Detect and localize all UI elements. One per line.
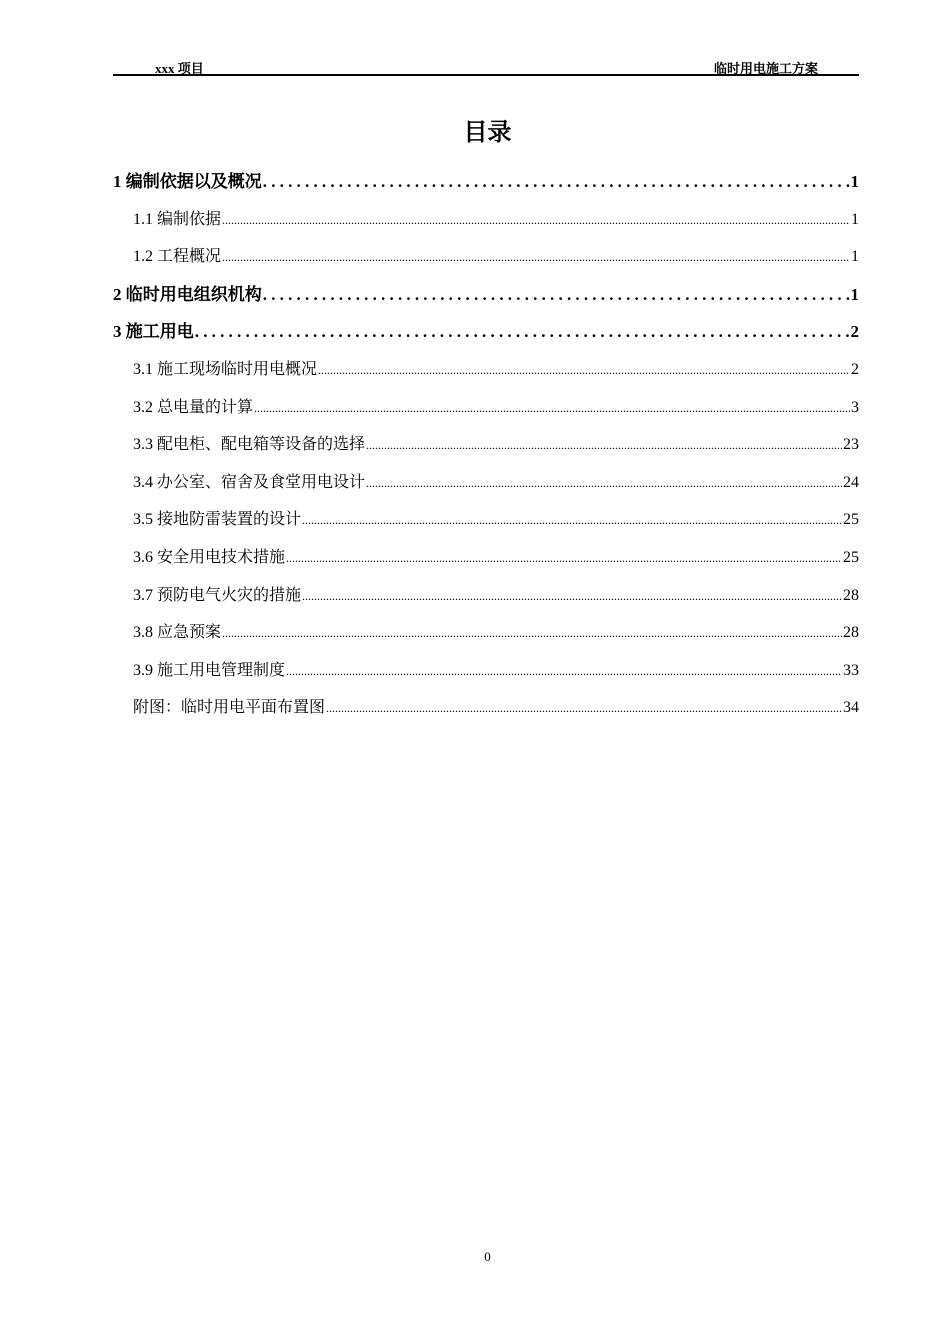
toc-entry[interactable] xyxy=(113,201,859,239)
dot-leader xyxy=(222,239,850,276)
toc-title: 目录 xyxy=(463,118,512,146)
dot-leader xyxy=(366,465,842,502)
toc-entry[interactable] xyxy=(113,689,859,727)
toc-entry-label: 3.8 应急预案 xyxy=(133,624,222,642)
toc-entry[interactable] xyxy=(113,614,859,652)
toc-entry[interactable] xyxy=(113,276,859,314)
dot-leader xyxy=(263,276,850,314)
toc-entry-label: 3 施工用电 xyxy=(113,322,194,342)
header-rule xyxy=(113,74,859,76)
toc-entry-page: 23 xyxy=(843,436,859,454)
dot-leader xyxy=(302,578,842,615)
toc-entry-label: 3.4 办公室、宿舍及食堂用电设计 xyxy=(133,473,366,491)
toc-entry-page: 2 xyxy=(851,360,859,378)
toc-entry-label: 3.7 预防电气火灾的措施 xyxy=(133,586,302,604)
toc-entry-label: 3.1 施工现场临时用电概况 xyxy=(133,360,318,378)
toc-entry-label: 3.6 安全用电技术措施 xyxy=(133,548,286,566)
toc-entry-label: 3.2 总电量的计算 xyxy=(133,398,254,416)
toc-entry[interactable] xyxy=(113,163,859,201)
dot-leader xyxy=(366,427,842,464)
toc-entry[interactable] xyxy=(113,652,859,690)
page-number: 0 xyxy=(484,1249,491,1264)
toc-entry-label: 3.5 接地防雷装置的设计 xyxy=(133,511,302,529)
toc-entry-page: 1 xyxy=(850,172,859,191)
toc-entry-page: 33 xyxy=(843,661,859,679)
toc-entry[interactable] xyxy=(113,238,859,276)
dot-leader xyxy=(286,653,842,690)
dot-leader xyxy=(326,690,842,727)
toc-entry-page: 25 xyxy=(843,548,859,566)
toc-entry[interactable] xyxy=(113,539,859,577)
toc-entry[interactable] xyxy=(113,501,859,539)
toc-entry[interactable] xyxy=(113,351,859,389)
toc-entry-label: 2 临时用电组织机构 xyxy=(113,284,262,304)
toc-entry-page: 1 xyxy=(851,248,859,266)
dot-leader xyxy=(263,163,850,201)
header-document-title: 临时用电施工方案 xyxy=(713,61,818,76)
toc-entry-label: 3.3 配电柜、配电箱等设备的选择 xyxy=(133,436,366,454)
dot-leader xyxy=(318,352,850,389)
toc-entry[interactable] xyxy=(113,464,859,502)
toc-entry-page: 2 xyxy=(850,322,859,342)
toc-entry-label: 1.1 编制依据 xyxy=(133,210,222,228)
toc-entry[interactable] xyxy=(113,389,859,427)
dot-leader xyxy=(286,540,842,577)
toc-entry-page: 1 xyxy=(851,210,859,228)
toc-entry[interactable] xyxy=(113,313,859,351)
dot-leader xyxy=(254,390,850,427)
toc-entry-label: 附图：临时用电平面布置图 xyxy=(133,699,326,717)
toc-entry[interactable] xyxy=(113,426,859,464)
table-of-contents xyxy=(113,163,859,727)
toc-entry-label: 1 编制依据以及概况 xyxy=(113,172,262,191)
toc-entry-label: 1.2 工程概况 xyxy=(133,248,222,266)
dot-leader xyxy=(222,615,842,652)
toc-entry[interactable] xyxy=(113,577,859,615)
dot-leader xyxy=(222,202,850,239)
dot-leader xyxy=(302,502,842,539)
toc-entry-page: 28 xyxy=(843,586,859,604)
toc-entry-page: 25 xyxy=(843,511,859,529)
toc-entry-label: 3.9 施工用电管理制度 xyxy=(133,661,286,679)
dot-leader xyxy=(195,313,850,351)
toc-entry-page: 1 xyxy=(850,284,859,304)
toc-entry-page: 24 xyxy=(843,473,859,491)
header-project-name: xxx 项目 xyxy=(155,61,204,76)
toc-entry-page: 28 xyxy=(843,624,859,642)
toc-entry-page: 34 xyxy=(843,699,859,717)
toc-entry-page: 3 xyxy=(851,398,859,416)
